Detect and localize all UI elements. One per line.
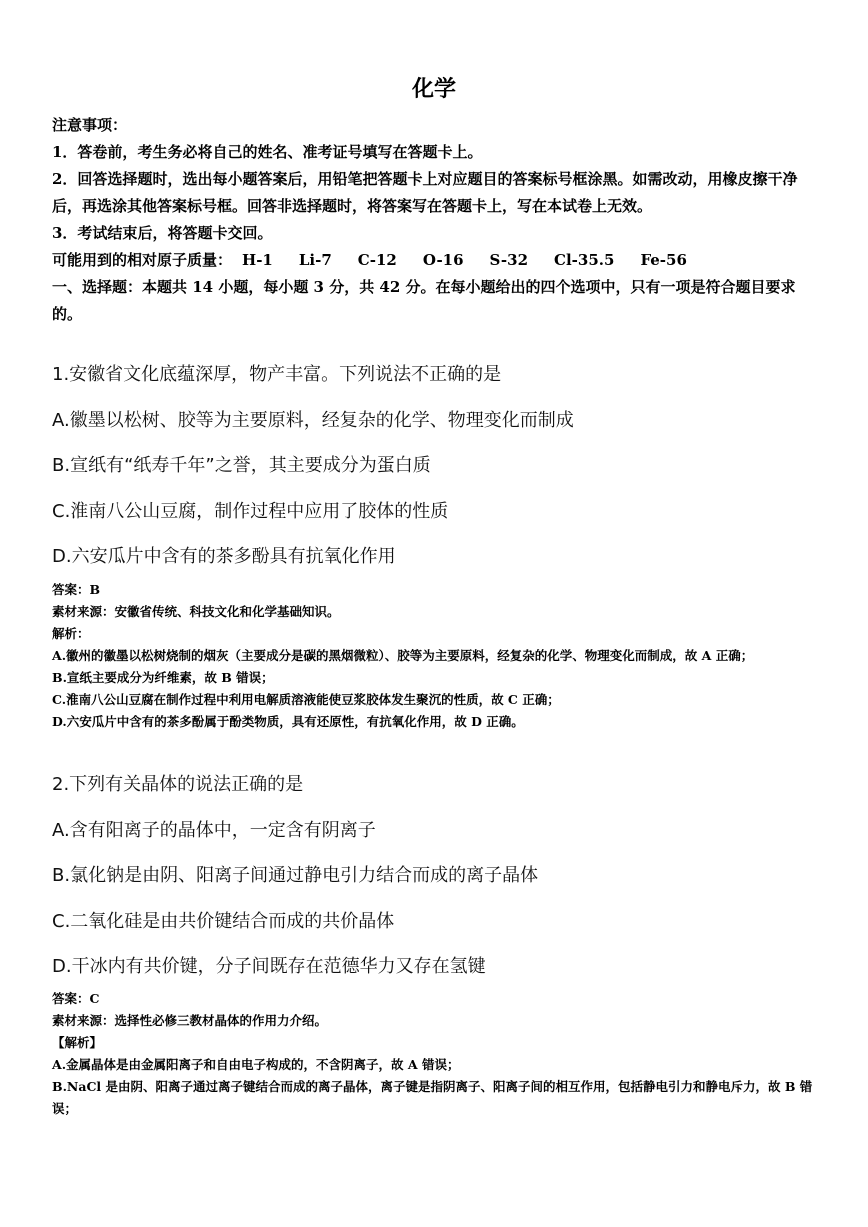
question-option: B.氯化钠是由阴、阳离子间通过静电引力结合而成的离子晶体	[52, 865, 539, 886]
atomic-mass: Cl-35.5	[554, 251, 615, 269]
question-option: C.淮南八公山豆腐，制作过程中应用了胶体的性质	[52, 500, 449, 522]
question-2-answer	[52, 988, 822, 1120]
analysis-line: B.宣纸主要成分为纤维素，故 B 错误；	[52, 670, 274, 685]
answer-line: 答案：C	[52, 991, 100, 1006]
question-stem: 1.安徽省文化底蕴深厚，物产丰富。下列说法不正确的是	[52, 364, 502, 385]
notice-item: 1．答卷前，考生务必将自己的姓名、准考证号填写在答题卡上。	[52, 143, 483, 161]
answer-line: 答案：B	[52, 582, 101, 597]
analysis-line: A.徽州的徽墨以松树烧制的烟灰（主要成分是碳的黑烟微粒）、胶等为主要原料，经复杂的化学、物理变化而制成，故 A 正确；	[52, 648, 754, 663]
atomic-masses-line	[52, 247, 822, 274]
analysis-line: C.淮南八公山豆腐在制作过程中利用电解质溶液能使豆浆胶体发生聚沉的性质，故 C 正确；	[52, 692, 560, 707]
question-option: A.含有阳离子的晶体中，一定含有阴离子	[52, 819, 376, 841]
question-option: A.徽墨以松树、胶等为主要原料，经复杂的化学、物理变化而制成	[52, 409, 574, 431]
question-stem: 2.下列有关晶体的说法正确的是	[52, 774, 304, 795]
atomic-masses-label: 可能用到的相对原子质量：	[52, 251, 233, 269]
question-option: B.宣纸有“纸寿千年”之誉，其主要成分为蛋白质	[52, 455, 431, 476]
analysis-line: D.六安瓜片中含有的茶多酚属于酚类物质，具有还原性，有抗氧化作用，故 D 正确。	[52, 714, 524, 729]
notice-item: 3．考试结束后，将答题卡交回。	[52, 224, 273, 242]
question-2	[52, 762, 832, 990]
analysis-label: 【解析】	[52, 1035, 103, 1050]
atomic-mass: Li-7	[298, 251, 332, 269]
notice-item: 2．回答选择题时，选出每小题答案后，用铅笔把答题卡上对应题目的答案标号框涂黑。如需改动，用橡皮擦干净后，再选涂其他答案标号框。回答非选择题时，将答案写在答题卡上，写在本试卷上无效。	[52, 170, 798, 215]
atomic-mass: Fe-56	[640, 251, 687, 269]
question-option: C.二氧化硅是由共价键结合而成的共价晶体	[52, 910, 395, 932]
atomic-mass: C-12	[357, 251, 397, 269]
page-title: 化学	[411, 76, 456, 102]
source-line: 素材来源：安徽省传统、科技文化和化学基础知识。	[52, 604, 340, 619]
section-intro: 一、选择题：本题共 14 小题，每小题 3 分，共 42 分。在每小题给出的四个选项中，只有一项是符合题目要求的。	[52, 278, 796, 323]
question-option: D.干冰内有共价键，分子间既存在范德华力又存在氢键	[52, 956, 486, 977]
atomic-mass: O-16	[422, 251, 464, 269]
analysis-line: A.金属晶体是由金属阳离子和自由电子构成的，不含阴离子，故 A 错误；	[52, 1057, 460, 1072]
notice-section	[52, 112, 822, 328]
atomic-mass: S-32	[489, 251, 529, 269]
analysis-line: B.NaCl 是由阴、阳离子通过离子键结合而成的离子晶体，离子键是指阴离子、阳离子间的相互作用，包括静电引力和静电斥力，故 B 错误；	[52, 1079, 813, 1116]
question-1-answer	[52, 579, 822, 733]
notice-heading: 注意事项：	[52, 116, 128, 134]
atomic-mass: H-1	[242, 251, 273, 269]
analysis-label: 解析：	[52, 626, 90, 641]
question-1	[52, 352, 832, 580]
source-line: 素材来源：选择性必修三教材晶体的作用力介绍。	[52, 1013, 328, 1028]
question-option: D.六安瓜片中含有的茶多酚具有抗氧化作用	[52, 546, 396, 567]
